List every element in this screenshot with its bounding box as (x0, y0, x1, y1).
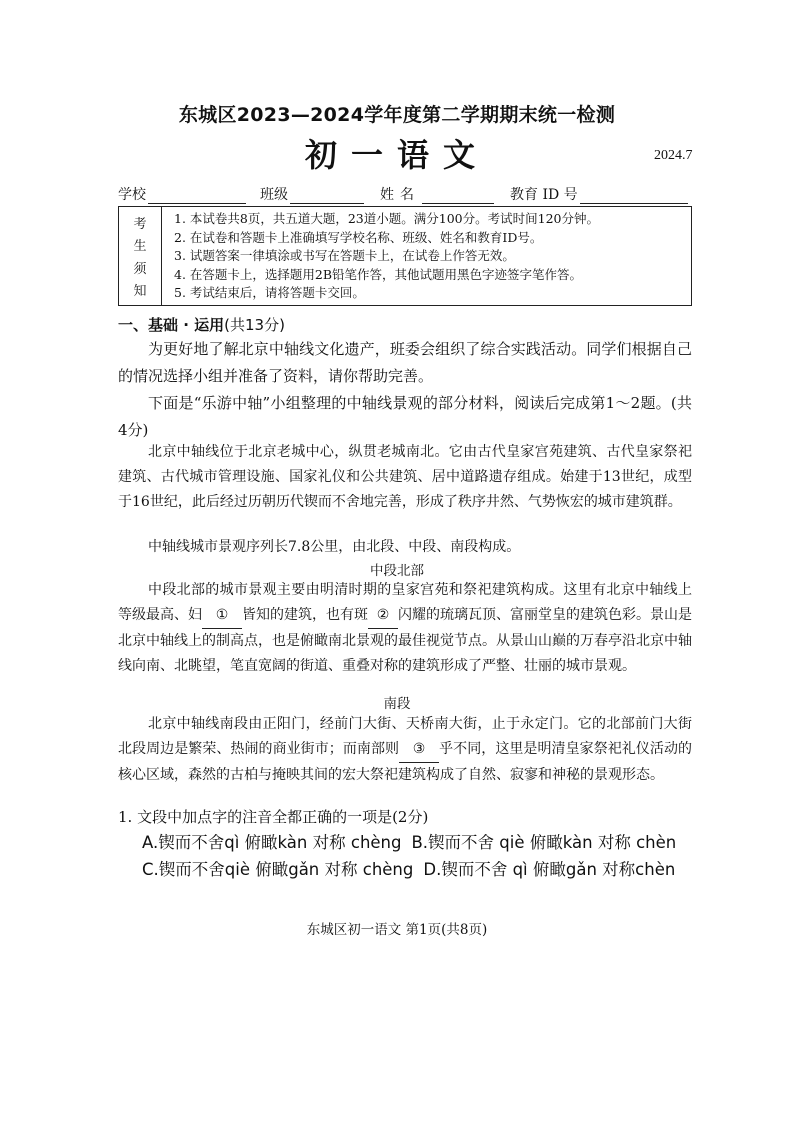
intro-paragraph-1: 为更好地了解北京中轴线文化遗产，班委会组织了综合实践活动。同学们根据自己的情况选择小组并准备了资料，请你帮助完善。 (118, 340, 692, 385)
notice-label-char: 考 (133, 216, 147, 232)
blank-3[interactable]: ③ (399, 737, 439, 763)
school-label: 学校 (118, 187, 146, 203)
notice-label (119, 207, 162, 305)
blank-1[interactable]: ① (202, 603, 242, 629)
blank-2[interactable]: ② (368, 603, 398, 629)
notice-item: 2. 在试卷和答题卡上准确填写学校名称、班级、姓名和教育ID号。 (174, 229, 543, 245)
option-a[interactable]: A.锲而不舍qì 俯瞰kàn 对称 chèng (142, 833, 402, 852)
intro-paragraph-2: 下面是“乐游中轴”小组整理的中轴线景观的部分材料，阅读后完成第1～2题。(共4分) (118, 394, 692, 439)
notice-item: 5. 考试结束后，请将答题卡交回。 (174, 285, 365, 300)
name-label: 姓名 (380, 187, 420, 203)
excerpt-text: 皆知的建筑，也有斑 (242, 607, 368, 623)
exam-title: 东城区2023—2024学年度第二学期期末统一检测 (178, 104, 616, 126)
name-field[interactable] (380, 184, 494, 204)
page-footer: 东城区初一语文 第1页(共8页) (306, 922, 488, 938)
class-field[interactable] (260, 184, 364, 204)
excerpt-paragraph-2: 中轴线城市景观序列长7.8公里，由北段、中段、南段构成。 (148, 539, 521, 555)
section-heading (118, 314, 285, 335)
class-blank[interactable] (290, 189, 364, 204)
notice-label-char: 生 (133, 239, 147, 255)
excerpt-paragraph-1: 北京中轴线位于北京老城中心，纵贯老城南北。它由古代皇家宫苑建筑、古代皇家祭祀建筑、古代城市管理设施、国家礼仪和公共建筑、居中道路遗存组成。始建于13世纪，成型于16世纪，此后经过历朝历代锲而不舍地完善，形成了秩序井然、气势恢宏的城市建筑群。 (118, 444, 692, 510)
edu-id-field[interactable] (510, 184, 688, 204)
notice-item: 1. 本试卷共8页，共五道大题，23道小题。满分100分。考试时间120分钟。 (174, 211, 599, 226)
excerpt-text: 闪耀的琉璃瓦顶、富丽堂皇的建筑色彩。景山是北京中轴线上的制高点，也是俯瞰南北景观的最佳视觉节点。从景山山巅的万春亭沿北京中轴线向南、北眺望，笔直宽阔的街道、重叠对称的建筑形成了严整、壮丽的城市景观。 (118, 607, 692, 674)
excerpt-paragraph-4 (118, 712, 692, 788)
question-1-stem: 1. 文段中加点字的注音全都正确的一项是(2分) (118, 808, 429, 826)
notice-items (162, 207, 691, 305)
question-1-options-row-2 (142, 856, 675, 880)
excerpt-paragraph-3 (118, 578, 692, 679)
subhead-south: 南段 (383, 696, 411, 712)
subject-title: 初一语文 (304, 136, 489, 174)
notice-item: 3. 试题答案一律填涂或书写在答题卡上，在试卷上作答无效。 (174, 248, 515, 263)
notice-item: 4. 在答题卡上，选择题用2B铅笔作答，其他试题用黑色字迹签字笔作答。 (174, 266, 583, 282)
excerpt-text: 中段北部的城市景观主要由明清时期的皇家宫苑和祭祀建筑构成。这里有北京中轴线上等级最高、妇 (118, 582, 692, 623)
subhead-middle-north: 中段北部 (370, 563, 424, 579)
class-label: 班级 (260, 187, 288, 203)
excerpt-text: 北京中轴线南段由正阳门，经前门大街、天桥南大街，止于永定门。它的北部前门大街北段周边是繁荣、热闹的商业街市；而南部则 (118, 716, 692, 757)
school-blank[interactable] (148, 189, 246, 204)
section-score: (共13分) (224, 316, 285, 334)
option-c[interactable]: C.锲而不舍qiè 俯瞰gǎn 对称 chèng (142, 860, 414, 879)
student-info-row (118, 180, 694, 204)
excerpt-text: 乎不同，这里是明清皇家祭祀礼仪活动的核心区域，森然的古柏与掩映其间的宏大祭祀建筑构成了自然、寂寥和神秘的景观形态。 (118, 741, 693, 783)
section-title: 一、基础 · 运用 (118, 316, 225, 334)
school-field[interactable] (118, 184, 246, 204)
exam-date: 2024.7 (654, 148, 693, 163)
name-blank[interactable] (422, 189, 494, 204)
option-d[interactable]: D.锲而不舍 qì 俯瞰gǎn 对称chèn (423, 860, 676, 879)
question-1-options-row-1 (142, 829, 676, 853)
edu-id-blank[interactable] (580, 189, 688, 204)
option-b[interactable]: B.锲而不舍 qiè 俯瞰kàn 对称 chèn (411, 833, 677, 852)
notice-label-char: 须 (133, 261, 147, 277)
exam-notice-box (118, 206, 692, 306)
notice-label-char: 知 (133, 284, 147, 300)
edu-id-label: 教育 ID 号 (510, 187, 578, 203)
